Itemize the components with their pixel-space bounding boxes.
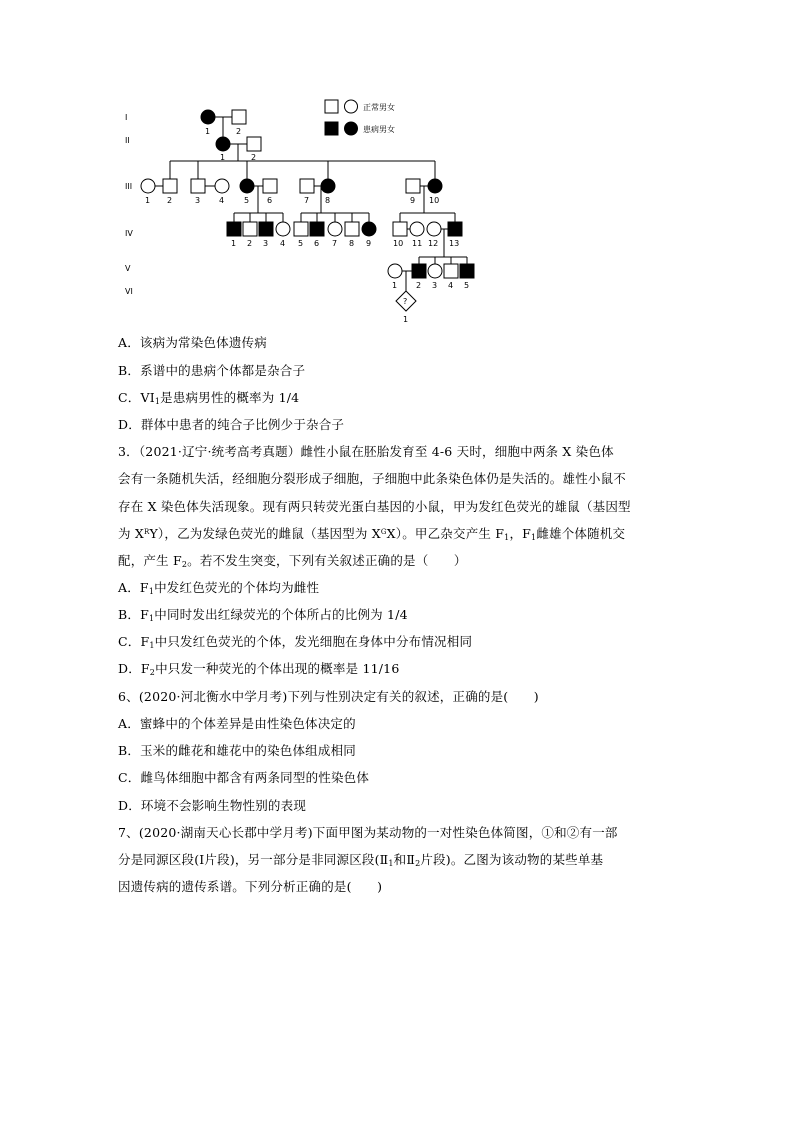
q3-option-b: B．$F_1$中同时发出红绿荧光的个体所占的比例为 1/4 (118, 607, 408, 623)
svg-text:7: 7 (304, 196, 310, 205)
q7-stem-line2: 分是同源区段(Ⅰ片段)，另一部分是非同源区段($Ⅱ_1$和$Ⅱ_2$片段)。乙图为该动物的某些单基 (118, 852, 604, 868)
svg-text:4: 4 (448, 281, 454, 290)
svg-text:1: 1 (403, 315, 409, 324)
gen-label-VI: VI (125, 287, 133, 296)
svg-text:4: 4 (280, 239, 286, 248)
svg-text:13: 13 (449, 239, 460, 248)
gen-label-IV: IV (125, 229, 133, 238)
pedigree-I-2 (232, 110, 246, 124)
pedigree-IV-13 (448, 222, 462, 236)
legend-normal-label: 正常男女 (363, 103, 395, 112)
q2-option-d: D．群体中患者的纯合子比例少于杂合子 (118, 417, 345, 432)
pedigree-IV-3 (259, 222, 273, 236)
svg-text:6: 6 (267, 196, 273, 205)
pedigree-I-1 (201, 110, 215, 124)
svg-text:9: 9 (366, 239, 372, 248)
svg-text:1: 1 (392, 281, 398, 290)
legend-normal-male-icon (325, 100, 338, 113)
svg-text:11: 11 (412, 239, 423, 248)
svg-text:1: 1 (205, 127, 211, 136)
pedigree-IV-6 (310, 222, 324, 236)
svg-text:12: 12 (428, 239, 439, 248)
q3-stem-line1: 3．（2021·辽宁·统考高考真题）雌性小鼠在胚胎发育至 4-6 天时，细胞中两条 X 染色体 (118, 444, 614, 459)
svg-text:3: 3 (263, 239, 269, 248)
gen-label-I: I (125, 113, 128, 122)
svg-text:6: 6 (314, 239, 320, 248)
pedigree-IV-5 (294, 222, 308, 236)
pedigree-IV-8 (345, 222, 359, 236)
pedigree-chart (110, 95, 510, 330)
pedigree-IV-7 (328, 222, 342, 236)
pedigree-IV-9 (362, 222, 376, 236)
q3-stem-line2: 会有一条随机失活，经细胞分裂形成子细胞，子细胞中此条染色体仍是失活的。雄性小鼠不 (118, 471, 627, 486)
svg-text:10: 10 (393, 239, 404, 248)
q7-stem-line3: 因遗传病的遗传系谱。下列分析正确的是( ) (118, 879, 383, 894)
svg-text:8: 8 (325, 196, 331, 205)
svg-text:7: 7 (332, 239, 338, 248)
pedigree-V-4 (444, 264, 458, 278)
pedigree-V-3 (428, 264, 442, 278)
q2-option-c: C．$VI_1$是患病男性的概率为 1/4 (118, 390, 300, 406)
svg-text:2: 2 (236, 127, 242, 136)
svg-text:8: 8 (349, 239, 355, 248)
svg-text:5: 5 (464, 281, 470, 290)
q6-option-c: C．雌鸟体细胞中都含有两条同型的性染色体 (118, 770, 370, 785)
svg-text:1: 1 (145, 196, 151, 205)
unknown-mark: ? (403, 297, 408, 306)
q2-option-a: A．该病为常染色体遗传病 (118, 335, 267, 350)
q3-stem-line3: 存在 X 染色体失活现象。现有两只转荧光蛋白基因的小鼠，甲为发红色荧光的雄鼠（基因型 (118, 499, 631, 514)
q6-option-a: A．蜜蜂中的个体差异是由性染色体决定的 (118, 716, 356, 731)
svg-text:1: 1 (220, 153, 226, 162)
pedigree-III-3 (191, 179, 205, 193)
pedigree-III-1 (141, 179, 155, 193)
pedigree-III-8 (321, 179, 335, 193)
legend-affected-female-icon (345, 122, 358, 135)
pedigree-V-2 (412, 264, 426, 278)
svg-text:2: 2 (247, 239, 253, 248)
q7-stem-line1: 7、(2020·湖南天心长郡中学月考)下面甲图为某动物的一对性染色体简图，①和②有一部 (118, 825, 618, 840)
svg-text:2: 2 (167, 196, 173, 205)
pedigree-IV-10 (393, 222, 407, 236)
pedigree-IV-11 (410, 222, 424, 236)
pedigree-III-4 (215, 179, 229, 193)
svg-text:4: 4 (219, 196, 225, 205)
svg-text:10: 10 (429, 196, 440, 205)
gen-label-II: II (125, 136, 130, 145)
q6-option-d: D．环境不会影响生物性别的表现 (118, 798, 307, 813)
q3-stem-line5: 配，产生 $F_2$。若不发生突变，下列有关叙述正确的是（ ） (118, 553, 467, 569)
pedigree-III-2 (163, 179, 177, 193)
pedigree-III-5 (240, 179, 254, 193)
pedigree-V-1 (388, 264, 402, 278)
svg-text:2: 2 (416, 281, 422, 290)
legend-affected-male-icon (325, 122, 338, 135)
pedigree-IV-12 (427, 222, 441, 236)
svg-text:1: 1 (231, 239, 237, 248)
q3-option-d: D．$F_2$中只发一种荧光的个体出现的概率是 11/16 (118, 661, 400, 677)
pedigree-III-10 (428, 179, 442, 193)
legend-normal-female-icon (345, 100, 358, 113)
svg-text:9: 9 (410, 196, 416, 205)
pedigree-IV-1 (227, 222, 241, 236)
q3-option-c: C．$F_1$中只发红色荧光的个体，发光细胞在身体中分布情况相同 (118, 634, 473, 650)
svg-text:5: 5 (298, 239, 304, 248)
pedigree-II-1 (216, 137, 230, 151)
q2-option-b: B．系谱中的患病个体都是杂合子 (118, 363, 306, 378)
pedigree-III-6 (263, 179, 277, 193)
svg-text:3: 3 (432, 281, 438, 290)
q3-option-a: A．$F_1$中发红色荧光的个体均为雌性 (118, 580, 320, 596)
pedigree-IV-2 (243, 222, 257, 236)
gen-label-III: III (125, 182, 133, 191)
svg-text:3: 3 (195, 196, 201, 205)
gen-label-V: V (125, 264, 131, 273)
svg-text:2: 2 (251, 153, 257, 162)
pedigree-II-2 (247, 137, 261, 151)
q3-stem-line4: 为 $X^RY$），乙为发绿色荧光的雌鼠（基因型为 $X^GX$）。甲乙杂交产生 $F_1$，$F_1$雌雄个体随机交 (118, 526, 626, 542)
q6-stem: 6、(2020·河北衡水中学月考)下列与性别决定有关的叙述，正确的是( ) (118, 689, 539, 704)
pedigree-III-9 (406, 179, 420, 193)
pedigree-III-7 (300, 179, 314, 193)
legend-affected-label: 患病男女 (363, 125, 395, 134)
svg-text:5: 5 (244, 196, 250, 205)
q6-option-b: B．玉米的雌花和雄花中的染色体组成相同 (118, 743, 356, 758)
pedigree-IV-4 (276, 222, 290, 236)
pedigree-V-5 (460, 264, 474, 278)
